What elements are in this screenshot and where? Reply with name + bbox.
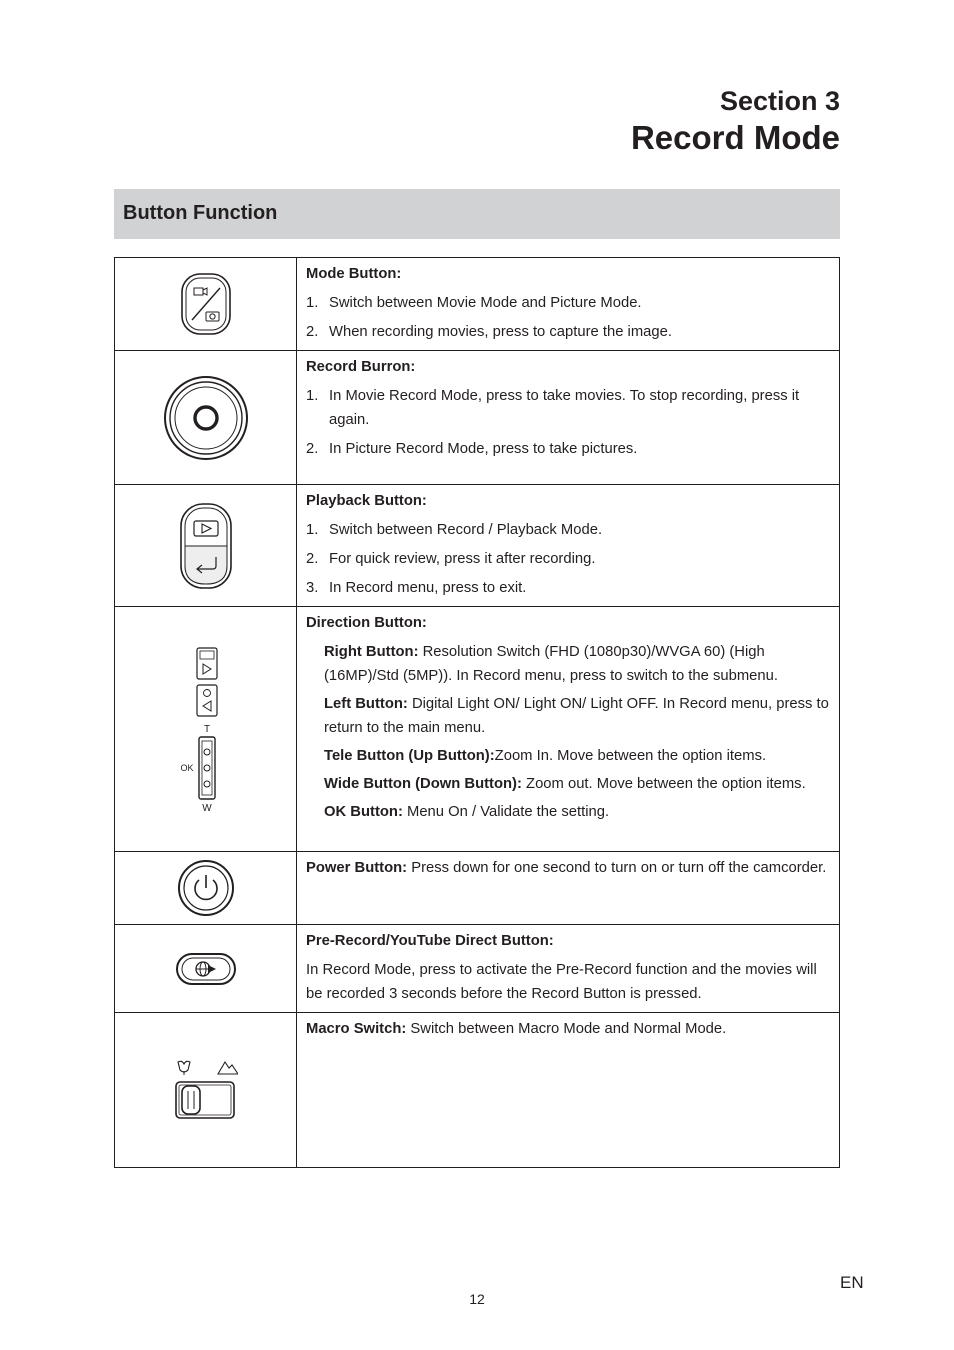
left-button-desc [306,692,829,740]
record-button-icon [162,374,250,462]
ok-button-text: Menu On / Validate the setting. [402,804,610,820]
text-cell [297,351,840,485]
ok-button-label: OK Button: [324,804,403,820]
wide-button-desc [306,772,829,796]
list-text: For quick review, press it after recording. [329,551,596,567]
section-header [631,84,840,158]
list-number: 2. [306,324,319,340]
text-cell [297,485,840,607]
list-number: 1. [306,388,319,404]
list-item [306,576,829,600]
table-row [115,925,840,1013]
macro-switch-icon [174,1058,238,1122]
list-text: Switch between Record / Playback Mode. [329,522,603,538]
direction-button-icon [176,645,236,813]
tele-button-label: Tele Button (Up Button): [324,748,495,764]
table-row [115,852,840,925]
list-item [306,437,829,461]
section-number: Section 3 [719,86,840,116]
tele-button-text: Zoom In. Move between the option items. [494,748,767,764]
pre-record-button-text: In Record Mode, press to activate the Pre-Record function and the movies will be recorded 3 seconds before the Record Button is pressed. [306,962,817,1002]
pre-record-button-title: Pre-Record/YouTube Direct Button: [306,933,554,949]
list-text: In Picture Record Mode, press to take pictures. [329,441,638,457]
list-text: In Record menu, press to exit. [329,580,527,596]
icon-cell [115,925,297,1013]
icon-cell [115,607,297,852]
right-button-desc [306,640,829,688]
list-number: 1. [306,295,319,311]
macro-switch-desc [306,1017,829,1041]
list-number: 2. [306,441,319,457]
text-cell [297,925,840,1013]
wide-button-text: Zoom out. Move between the option items. [521,776,806,792]
left-button-text: Digital Light ON/ Light ON/ Light OFF. In Record menu, press to return to the main menu. [324,696,829,736]
list-item [306,320,829,344]
list-text: When recording movies, press to capture the image. [329,324,672,340]
table-row [115,485,840,607]
text-cell [297,852,840,925]
macro-switch-text: Switch between Macro Mode and Normal Mode. [406,1021,727,1037]
icon-cell [115,1013,297,1168]
icon-cell [115,852,297,925]
power-button-icon [177,859,235,917]
banner-title: Button Function [123,202,278,224]
power-button-text: Press down for one second to turn on or turn off the camcorder. [407,860,827,876]
right-button-text: Resolution Switch (FHD (1080p30)/WVGA 60) (High (16MP)/Std (5MP)). In Record menu, press to switch to the submenu. [324,644,778,684]
list-text: In Movie Record Mode, press to take movies. To stop recording, press it again. [329,388,800,428]
mode-button-icon [178,272,234,336]
power-button-title: Power Button: [306,860,408,876]
icon-cell [115,485,297,607]
icon-cell [115,351,297,485]
wide-button-label: Wide Button (Down Button): [324,776,522,792]
ok-label: OK [179,763,194,773]
list-item [306,291,829,315]
table-row [115,607,840,852]
text-cell [297,258,840,351]
text-cell [297,607,840,852]
pre-record-button-icon [175,951,237,987]
table-row [115,258,840,351]
list-number: 2. [306,551,319,567]
language-label: EN [840,1273,864,1292]
mode-button-title: Mode Button: [306,266,402,282]
macro-switch-title: Macro Switch: [306,1021,407,1037]
list-item [306,547,829,571]
text-cell [297,1013,840,1168]
button-function-table [114,257,840,1168]
table-row [115,351,840,485]
tele-label: T [203,724,210,735]
left-button-label: Left Button: [324,696,408,712]
page-number: 12 [469,1291,485,1307]
list-number: 3. [306,580,319,596]
list-item [306,518,829,542]
tele-button-desc [306,744,829,768]
wide-label: W [201,803,212,813]
power-button-desc [306,856,829,880]
page-title: Record Mode [630,119,840,156]
section-banner [114,189,840,239]
record-button-title: Record Burron: [306,359,416,375]
icon-cell [115,258,297,351]
right-button-label: Right Button: [324,644,419,660]
playback-button-title: Playback Button: [306,493,427,509]
list-number: 1. [306,522,319,538]
table-row [115,1013,840,1168]
playback-button-icon [178,502,234,590]
ok-button-desc [306,800,829,824]
direction-button-title: Direction Button: [306,615,427,631]
list-item [306,384,829,432]
list-text: Switch between Movie Mode and Picture Mode. [329,295,642,311]
